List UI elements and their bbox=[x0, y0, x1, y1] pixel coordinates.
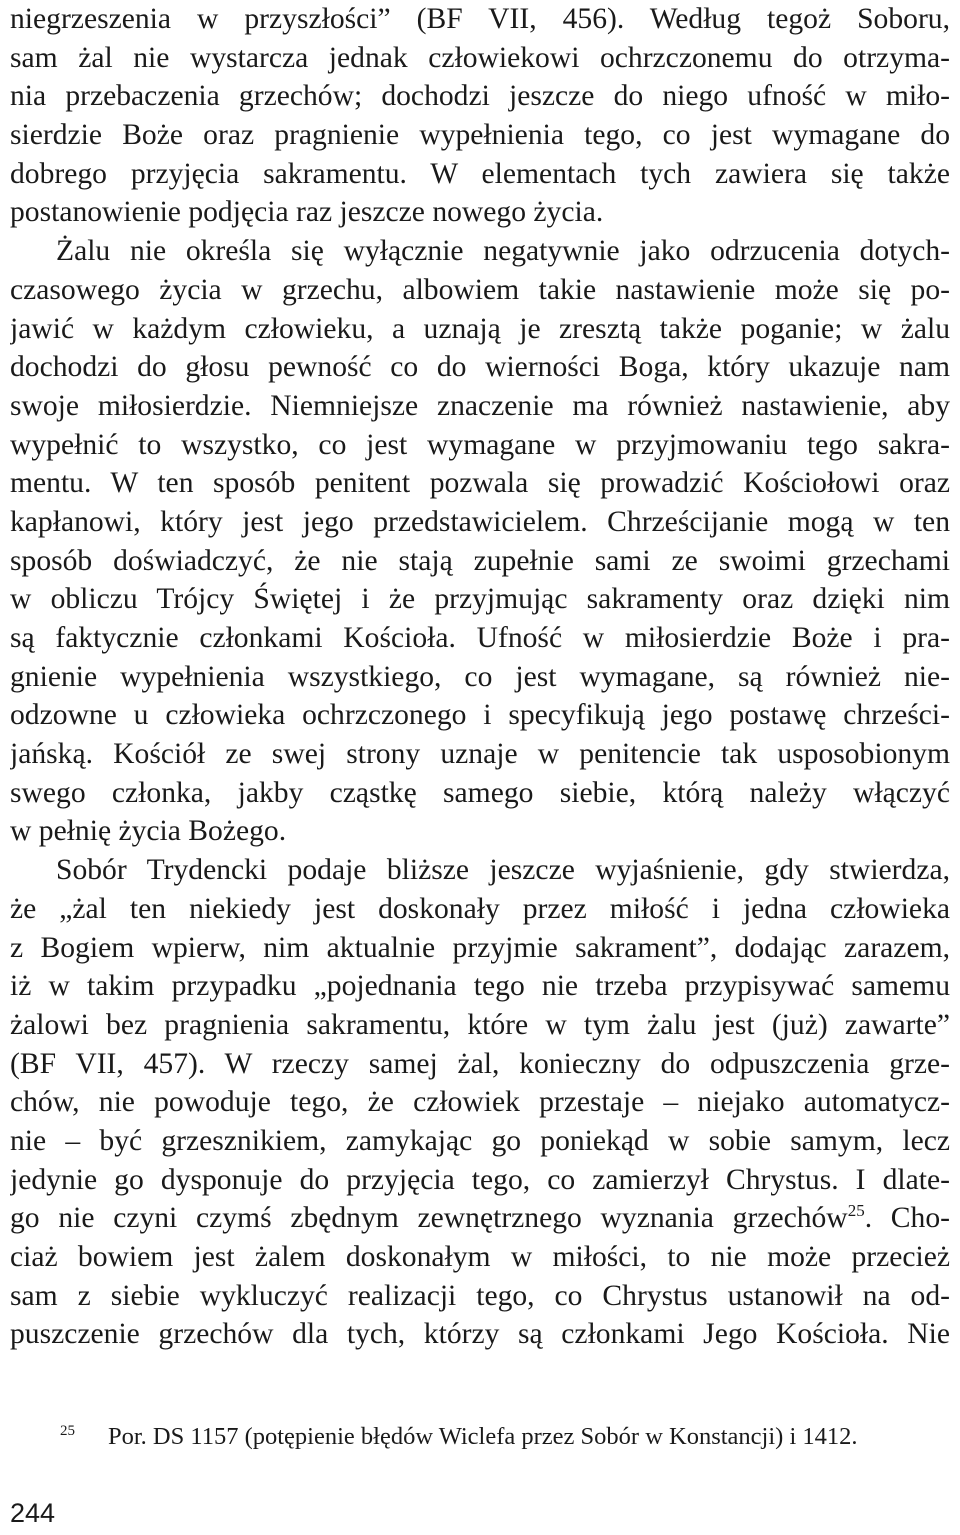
text-line: odzowne u człowieka ochrzczonego i specyfikują jego postawę chrześci- bbox=[10, 699, 950, 732]
text-line: wypełnić to wszystko, co jest wymagane w przyjmowaniu tego sakra- bbox=[10, 428, 950, 461]
main-text bbox=[10, 0, 950, 1354]
text-line: puszczenie grzechów dla tych, którzy są członkami Jego Kościoła. Nie bbox=[10, 1318, 950, 1351]
text-line: sposób doświadczyć, że nie stają zupełnie sami ze swoimi grzechami bbox=[10, 544, 950, 577]
text-line: gnienie wypełnienia wszystkiego, co jest wymagane, są również nie- bbox=[10, 660, 950, 693]
footnote-reference[interactable]: 25 bbox=[847, 1201, 865, 1221]
text-line-with-footnote-ref bbox=[10, 1199, 950, 1238]
text-line: w pełnię życia Bożego. bbox=[10, 815, 287, 848]
footnote-number: 25 bbox=[60, 1423, 75, 1439]
text-segment: . Cho- bbox=[864, 1202, 950, 1235]
text-line: sam żal nie wystarcza jednak człowiekowi ochrzczonemu do otrzyma- bbox=[10, 41, 950, 74]
text-line: dochodzi do głosu pewność co do wierności Boga, który ukazuje nam bbox=[10, 351, 950, 384]
text-line: żalowi bez pragnienia sakramentu, które w tym żalu jest (już) zawarte” bbox=[10, 1008, 950, 1041]
text-line: jawić w każdym człowieku, a uznają je zresztą także poganie; w żalu bbox=[10, 312, 950, 345]
text-line: nie – być grzesznikiem, zamykając go poniekąd w sobie samym, lecz bbox=[10, 1124, 950, 1157]
text-line: jedynie go dysponuje do przyjęcia tego, co zamierzył Chrystus. I dlate- bbox=[10, 1163, 950, 1196]
text-line: swoje miłosierdzie. Niemniejsze znaczenie ma również nastawienie, aby bbox=[10, 389, 950, 422]
text-line: z Bogiem wpierw, nim aktualnie przyjmie sakrament”, dodając zarazem, bbox=[10, 931, 950, 964]
text-line: chów, nie powoduje tego, że człowiek przestaje – niejako automatycz- bbox=[10, 1086, 950, 1119]
text-line: czasowego życia w grzechu, albowiem takie nastawienie może się po- bbox=[10, 273, 950, 306]
footnote-text: Por. DS 1157 (potępienie błędów Wiclefa przez Sobór w Konstancji) i 1412. bbox=[108, 1423, 858, 1450]
page-number: 244 bbox=[10, 1498, 56, 1528]
text-line: mentu. W ten sposób penitent pozwala się prowadzić Kościołowi oraz bbox=[10, 467, 950, 500]
text-line: nia przebaczenia grzechów; dochodzi jeszcze do niego ufność w miło- bbox=[10, 80, 950, 113]
text-line: (BF VII, 457). W rzeczy samej żal, konieczny do odpuszczenia grze- bbox=[10, 1047, 950, 1080]
text-line: w obliczu Trójcy Świętej i że przyjmując sakramenty oraz dzięki nim bbox=[10, 583, 950, 616]
text-line: ciaż bowiem jest żalem doskonałym w miłości, to nie może przecież bbox=[10, 1241, 950, 1273]
text-line: sam z siebie wykluczyć realizacji tego, co Chrystus ustanowił na od- bbox=[10, 1279, 950, 1312]
paragraph-start-line: Sobór Trydencki podaje bliższe jeszcze wyjaśnienie, gdy stwierdza, bbox=[56, 854, 950, 887]
text-line: że „żal ten niekiedy jest doskonały przez miłość i jedna człowieka bbox=[10, 892, 950, 925]
text-line: dobrego przyjęcia sakramentu. W elementach tych zawiera się także bbox=[10, 157, 950, 190]
footnote bbox=[60, 1422, 950, 1452]
paragraph-start-line: Żalu nie określa się wyłącznie negatywnie jako odrzucenia dotych- bbox=[56, 235, 950, 268]
text-line: swego członka, jakby cząstkę samego siebie, którą należy włączyć bbox=[10, 776, 950, 809]
text-line: jańską. Kościół ze swej strony uznaje w penitencie tak usposobionym bbox=[10, 738, 950, 771]
text-line: niegrzeszenia w przyszłości” (BF VII, 456). Według tegoż Soboru, bbox=[10, 3, 950, 35]
text-segment: go nie czyni czymś zbędnym zewnętrznego wyznania grzechów bbox=[10, 1202, 848, 1235]
text-line: są faktycznie członkami Kościoła. Ufność w miłosierdzie Boże i pra- bbox=[10, 622, 950, 654]
text-line: iż w takim przypadku „pojednania tego nie trzeba przypisywać samemu bbox=[10, 970, 950, 1003]
text-line: sierdzie Boże oraz pragnienie wypełnienia tego, co jest wymagane do bbox=[10, 119, 950, 152]
text-line: kapłanowi, który jest jego przedstawicielem. Chrześcijanie mogą w ten bbox=[10, 505, 950, 538]
text-line: postanowienie podjęcia raz jeszcze nowego życia. bbox=[10, 196, 604, 229]
